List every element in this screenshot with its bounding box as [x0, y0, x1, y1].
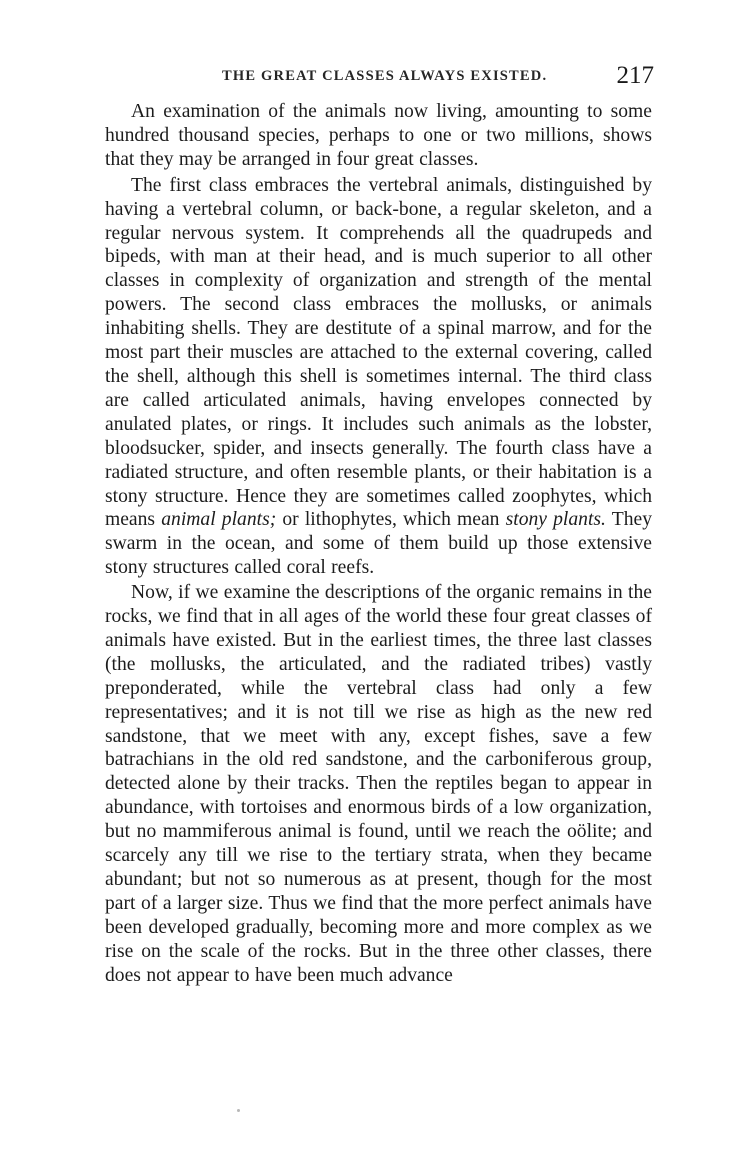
paragraph-3 [105, 581, 652, 987]
page-number: 217 [616, 62, 654, 89]
paragraph-1-text: An examination of the animals now living, amounting to some hundred thousand species, perhaps to one or two millions, shows that they may be arranged in four great classes. [105, 101, 652, 170]
running-head [104, 62, 654, 92]
paragraph-2 [105, 174, 652, 580]
italic-animal-plants: animal plants; [161, 509, 277, 531]
page-speck [237, 1109, 240, 1112]
paragraph-3-text: Now, if we examine the descriptions of the organic remains in the rocks, we find that in all ages of the world these four great classes of animals have existed. But in the earliest times, the three last classes (the mollusks, the articulated, and the radiated tribes) vastly preponderated, while the vertebral class had only a few representatives; and it is not till we rise as high as the new red sandstone, that we meet with any, except fishes, save a few batrachians in the old red sandstone, and the carboniferous group, detected alone by their tracks. Then the reptiles began to appear in abundance, with tortoises and enormous birds of a low organization, but no mammiferous animal is found, until we reach the oölite; and scarcely any till we rise to the tertiary strata, when they became abundant; but not so numerous as at present, though for the most part of a larger size. Thus we find that the more perfect animals have been developed gradually, becoming more and more complex as we rise on the scale of the rocks. But in the three other classes, there does not appear to have been much advance [105, 582, 652, 986]
paragraph-2-text-c: They swarm in the ocean, and some of them build up those extensive stony structures called coral reefs. [105, 509, 653, 579]
paragraph-2-text-b: or lithophytes, which mean [276, 509, 506, 531]
paragraph-2-text-a: The first class embraces the vertebral animals, distinguished by having a vertebral column, or back-bone, a regular skeleton, and a regular nervous system. It comprehends all the quadrupeds and bipeds, with man at their head, and is much superior to all other classes in complexity of organization and strength of the mental powers. The second class embraces the mollusks, or animals inhabiting shells. They are destitute of a spinal marrow, and for the most part their muscles are attached to the external covering, called the shell, although this shell is sometimes internal. The third class are called articulated animals, having envelopes connected by anulated plates, or rings. It includes such animals as the lobster, bloodsucker, spider, and insects generally. The fourth class have a radiated structure, and often resemble plants, or their habitation is a stony structure. Hence they are sometimes called zoophytes, which means [105, 174, 652, 531]
italic-stony-plants: stony plants. [505, 509, 606, 531]
body-text [105, 100, 652, 988]
running-title: THE GREAT CLASSES ALWAYS EXISTED. [222, 68, 548, 84]
paragraph-1 [105, 100, 652, 172]
